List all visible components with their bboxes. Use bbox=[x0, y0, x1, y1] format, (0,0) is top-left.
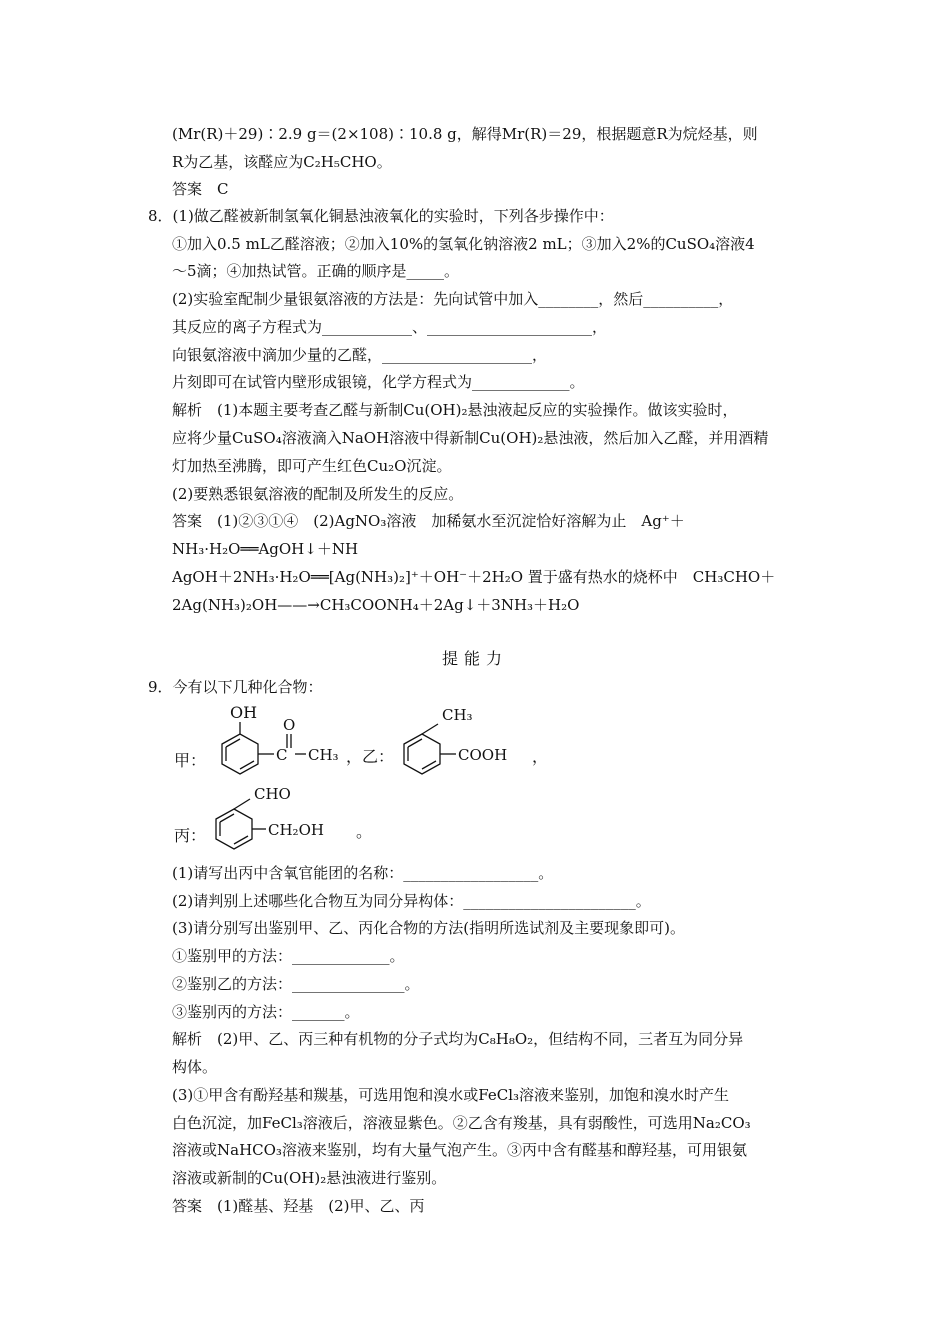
analysis-line: 解析 (1)本题主要考查乙醛与新制Cu(OH)₂悬浊液起反应的实验操作。做该实验时， bbox=[172, 401, 738, 419]
text-line: ③鉴别丙的方法：_______。 bbox=[172, 1003, 360, 1021]
text-line: ②鉴别乙的方法：_______________。 bbox=[172, 975, 420, 993]
yi-cooh: COOH bbox=[458, 746, 508, 764]
text-line: 向银氨溶液中滴加少量的乙醛，____________________， bbox=[172, 346, 548, 364]
text-line: (1)请写出丙中含氧官能团的名称：__________________。 bbox=[172, 864, 554, 882]
jia-ch3: CH₃ bbox=[308, 746, 339, 764]
text-line: (2)实验室配制少量银氨溶液的方法是：先向试管中加入________，然后__________， bbox=[172, 290, 734, 308]
text-line: 其反应的离子方程式为____________、______________________， bbox=[172, 318, 608, 336]
question-8: 8．(1)做乙醛被新制氢氧化铜悬浊液氧化的实验时，下列各步操作中： bbox=[148, 207, 614, 225]
yi-end: ， bbox=[532, 747, 549, 766]
answer-line: 答案 (1)醛基、羟基 (2)甲、乙、丙 bbox=[172, 1197, 425, 1215]
benzene-ring-icon bbox=[404, 724, 456, 774]
section-heading: 提能力 bbox=[441, 649, 508, 668]
analysis-line: 构体。 bbox=[172, 1058, 218, 1076]
text-line: 片刻即可在试管内壁形成银镜，化学方程式为_____________。 bbox=[172, 373, 585, 391]
bing-label: 丙： bbox=[174, 826, 207, 845]
text-line: ①鉴别甲的方法：_____________。 bbox=[172, 947, 405, 965]
benzene-ring-icon bbox=[216, 799, 266, 849]
analysis-line: 溶液或NaHCO₃溶液来鉴别，均有大量气泡产生。③丙中含有醛基和醇羟基，可用银氨 bbox=[172, 1141, 747, 1159]
structures-jia-yi bbox=[170, 700, 590, 790]
separator: ，乙： bbox=[346, 747, 395, 766]
analysis-line: 解析 (2)甲、乙、丙三种有机物的分子式均为C₈H₈O₂，但结构不同，三者互为同分异 bbox=[172, 1030, 744, 1048]
answer-line: 答案 (1)②③①④ (2)AgNO₃溶液 加稀氨水至沉淀恰好溶解为止 Ag⁺＋ bbox=[172, 512, 685, 530]
analysis-line: 白色沉淀，加FeCl₃溶液后，溶液显紫色。②乙含有羧基，具有弱酸性，可选用Na₂CO₃ bbox=[172, 1114, 751, 1132]
analysis-line: (2)要熟悉银氨溶液的配制及所发生的反应。 bbox=[172, 485, 464, 503]
answer-line: 2Ag(NH₃)₂OH——→CH₃COONH₄＋2Ag↓＋3NH₃＋H₂O bbox=[172, 596, 580, 614]
text-line: (Mr(R)＋29)∶2.9 g＝(2×108)∶10.8 g，解得Mr(R)＝29，根据题意R为烷烃基，则 bbox=[172, 125, 758, 143]
text-line: ～5滴；④加热试管。正确的顺序是_____。 bbox=[172, 262, 460, 280]
text-line: (2)请判别上述哪些化合物互为同分异构体：_______________________。 bbox=[172, 892, 651, 910]
jia-c: C bbox=[276, 746, 288, 764]
text-line: R为乙基，该醛应为C₂H₅CHO。 bbox=[172, 153, 392, 171]
bing-ch2oh: CH₂OH bbox=[268, 821, 324, 839]
structure-bing bbox=[170, 785, 410, 855]
answer-line: 答案 C bbox=[172, 180, 229, 198]
text-line: ①加入0.5 mL乙醛溶液；②加入10%的氢氧化钠溶液2 mL；③加入2%的CuSO₄溶液4 bbox=[172, 235, 755, 253]
question-9: 9．今有以下几种化合物： bbox=[148, 678, 323, 696]
answer-line: NH₃·H₂O══AgOH↓＋NH bbox=[172, 540, 359, 558]
jia-oh: OH bbox=[230, 703, 258, 722]
analysis-line: 溶液或新制的Cu(OH)₂悬浊液进行鉴别。 bbox=[172, 1169, 447, 1187]
bing-end: 。 bbox=[356, 822, 373, 841]
analysis-line: (3)①甲含有酚羟基和羰基，可选用饱和溴水或FeCl₃溶液来鉴别，加饱和溴水时产生 bbox=[172, 1086, 730, 1104]
text-line: (3)请分别写出鉴别甲、乙、丙化合物的方法(指明所选试剂及主要现象即可)。 bbox=[172, 919, 685, 937]
bing-cho: CHO bbox=[254, 785, 291, 803]
analysis-line: 应将少量CuSO₄溶液滴入NaOH溶液中得新制Cu(OH)₂悬浊液，然后加入乙醛，并用酒精 bbox=[172, 429, 769, 447]
yi-ch3: CH₃ bbox=[442, 706, 473, 724]
answer-line: AgOH＋2NH₃·H₂O══[Ag(NH₃)₂]⁺＋OH⁻＋2H₂O 置于盛有热水的烧杯中 CH₃CHO＋ bbox=[172, 568, 776, 586]
jia-label: 甲： bbox=[174, 751, 207, 770]
jia-o: O bbox=[283, 716, 296, 734]
analysis-line: 灯加热至沸腾，即可产生红色Cu₂O沉淀。 bbox=[172, 457, 452, 475]
